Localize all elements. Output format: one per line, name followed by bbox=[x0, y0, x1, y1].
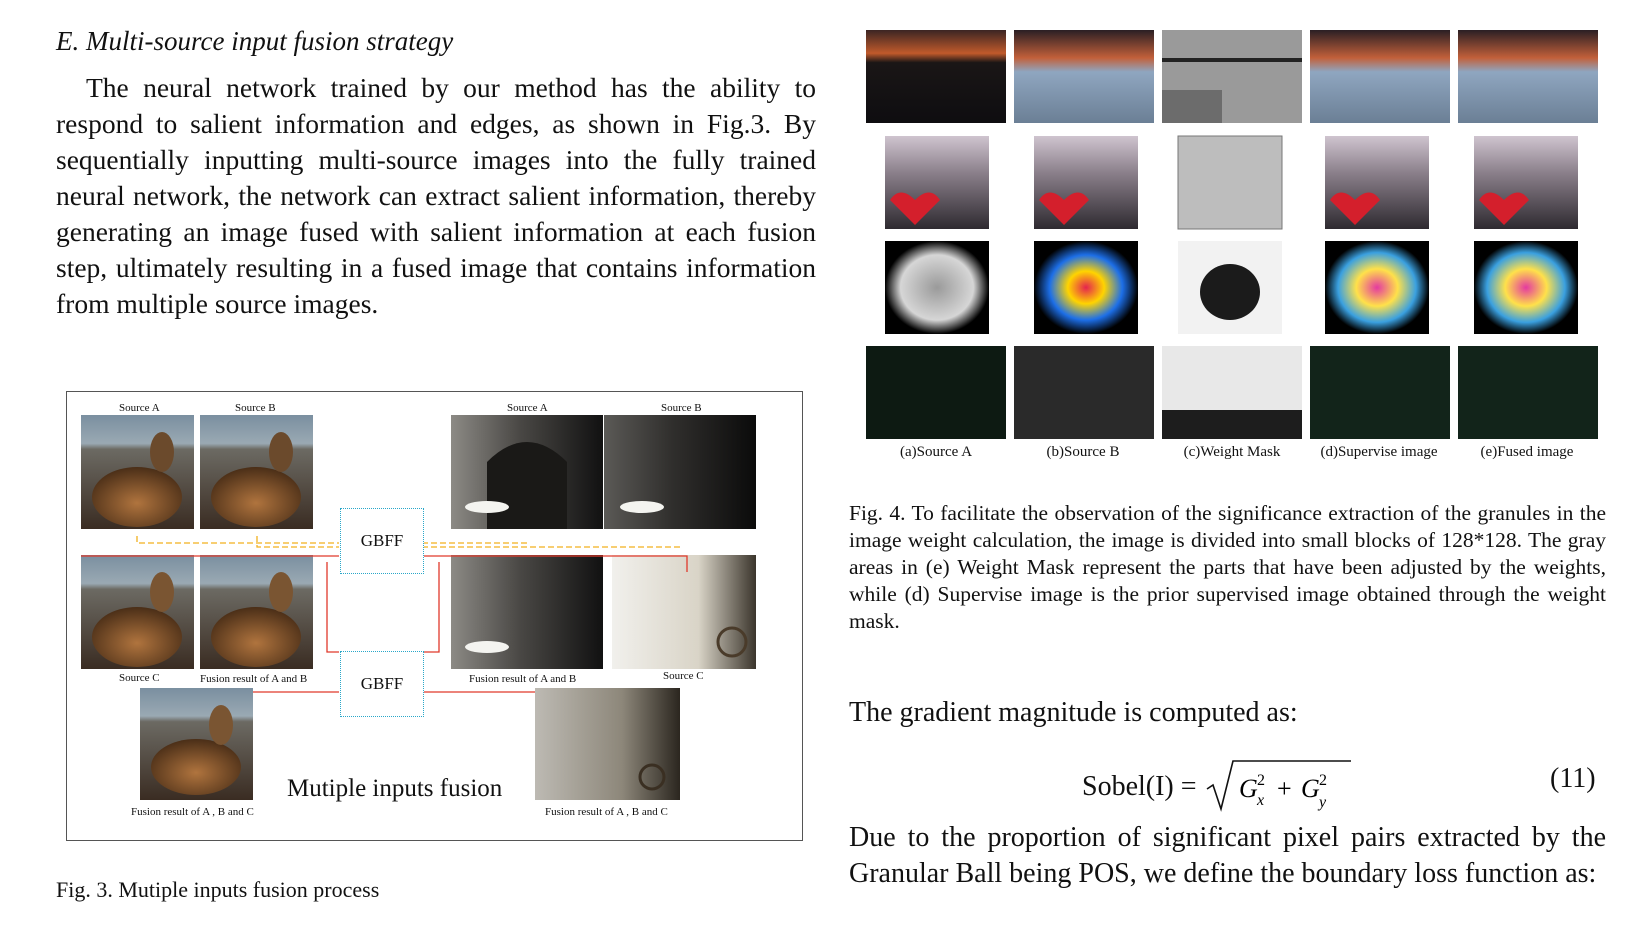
seal-fusion-abc bbox=[140, 688, 253, 800]
svg-text:G: G bbox=[1238, 774, 1258, 803]
grid-label-weight-mask: (c)Weight Mask bbox=[1183, 444, 1281, 460]
seal-image-a bbox=[81, 415, 194, 529]
grid-r1-supervise bbox=[1310, 30, 1450, 123]
label-source-c-right: Source C bbox=[663, 670, 704, 682]
gradient-intro: The gradient magnitude is computed as: bbox=[849, 697, 1298, 728]
grid-r4-supervise bbox=[1310, 346, 1450, 439]
arch-image-b bbox=[604, 415, 756, 529]
grid-r3-weight-mask bbox=[1178, 241, 1282, 334]
grid-label-source-b: (b)Source B bbox=[1046, 444, 1120, 460]
svg-text:2: 2 bbox=[1318, 772, 1327, 789]
arch-image-c bbox=[612, 555, 756, 669]
grid-r1-source-b bbox=[1014, 30, 1154, 123]
svg-text:x: x bbox=[1256, 792, 1264, 809]
grid-label-source-a: (a)Source A bbox=[899, 444, 973, 460]
label-source-a-right: Source A bbox=[507, 402, 548, 414]
body-paragraph: The neural network trained by our method has the ability to respond to salient information and edges, as shown in Fig.3. By sequentially inputting multi-source images into the fully trained neural network, the network can extract salient information, thereby generating an image fused with salient information at each fusion step, ultimately resulting in a fused image that contains information from multiple source images. bbox=[56, 72, 816, 319]
gbff-block-bottom: GBFF bbox=[340, 651, 424, 717]
gbff-block-top: GBFF bbox=[340, 508, 424, 574]
seal-fusion-ab bbox=[200, 555, 313, 669]
grid-r3-source-a bbox=[885, 241, 989, 334]
svg-text:+: + bbox=[1276, 774, 1292, 803]
equation-number: (11) bbox=[1550, 763, 1596, 794]
label-fusion-abc-right: Fusion result of A , B and C bbox=[545, 806, 668, 818]
svg-text:y: y bbox=[1318, 794, 1326, 811]
grid-r2-fused bbox=[1474, 136, 1578, 229]
label-source-b-right: Source B bbox=[661, 402, 702, 414]
grid-label-supervise: (d)Supervise image bbox=[1320, 444, 1438, 460]
figure-3 bbox=[66, 391, 803, 841]
label-fusion-abc-left: Fusion result of A , B and C bbox=[131, 806, 254, 818]
arch-image-a bbox=[451, 415, 603, 529]
grid-r1-fused bbox=[1458, 30, 1598, 123]
arch-fusion-abc bbox=[535, 688, 680, 800]
figure-3-caption: Fig. 3. Mutiple inputs fusion process bbox=[56, 877, 380, 902]
figure-4-caption: Fig. 4. To facilitate the observation of the significance extraction of the granules in the image weight calculation, the image is divided into small blocks of 128*128. The gray areas in (e) Weight Mask represent the parts that have been adjusted by the weights, while (d) Supervise image is the prior supervised image obtained through the weight mask. bbox=[849, 501, 1606, 633]
label-source-b-left: Source B bbox=[235, 402, 276, 414]
equation-lhs: Sobel(I) = bbox=[1082, 771, 1197, 802]
grid-r4-weight-mask bbox=[1162, 346, 1302, 439]
sqrt-expression bbox=[1205, 757, 1355, 817]
section-title: E. Multi-source input fusion strategy bbox=[56, 26, 454, 56]
grid-r3-fused bbox=[1474, 241, 1578, 334]
grid-r3-source-b bbox=[1034, 241, 1138, 334]
grid-r3-supervise bbox=[1325, 241, 1429, 334]
figure-4-grid bbox=[860, 30, 1600, 440]
boundary-loss-paragraph: Due to the proportion of significant pixel pairs extracted by the Granular Ball being POS, we define the boundary loss function as: bbox=[849, 822, 1606, 889]
grid-r2-supervise bbox=[1325, 136, 1429, 229]
svg-text:G: G bbox=[1300, 774, 1320, 803]
grid-r4-source-b bbox=[1014, 346, 1154, 439]
sobel-equation bbox=[1082, 757, 1355, 817]
label-fusion-ab-right: Fusion result of A and B bbox=[469, 673, 577, 685]
label-source-a-left: Source A bbox=[119, 402, 160, 414]
figure-3-title: Mutiple inputs fusion bbox=[287, 775, 503, 802]
grid-r4-source-a bbox=[866, 346, 1006, 439]
grid-label-fused: (e)Fused image bbox=[1480, 444, 1574, 460]
seal-image-c bbox=[81, 555, 194, 669]
svg-text:2: 2 bbox=[1256, 772, 1265, 789]
grid-r1-source-a bbox=[866, 30, 1006, 123]
grid-r2-source-a bbox=[885, 136, 989, 229]
grid-r2-weight-mask bbox=[1178, 136, 1282, 229]
label-fusion-ab-left: Fusion result of A and B bbox=[200, 673, 308, 685]
grid-r4-fused bbox=[1458, 346, 1598, 439]
arch-fusion-ab bbox=[451, 555, 603, 669]
seal-image-b bbox=[200, 415, 313, 529]
grid-r1-weight-mask bbox=[1162, 30, 1302, 123]
grid-r2-source-b bbox=[1034, 136, 1138, 229]
label-source-c-left: Source C bbox=[119, 672, 160, 684]
